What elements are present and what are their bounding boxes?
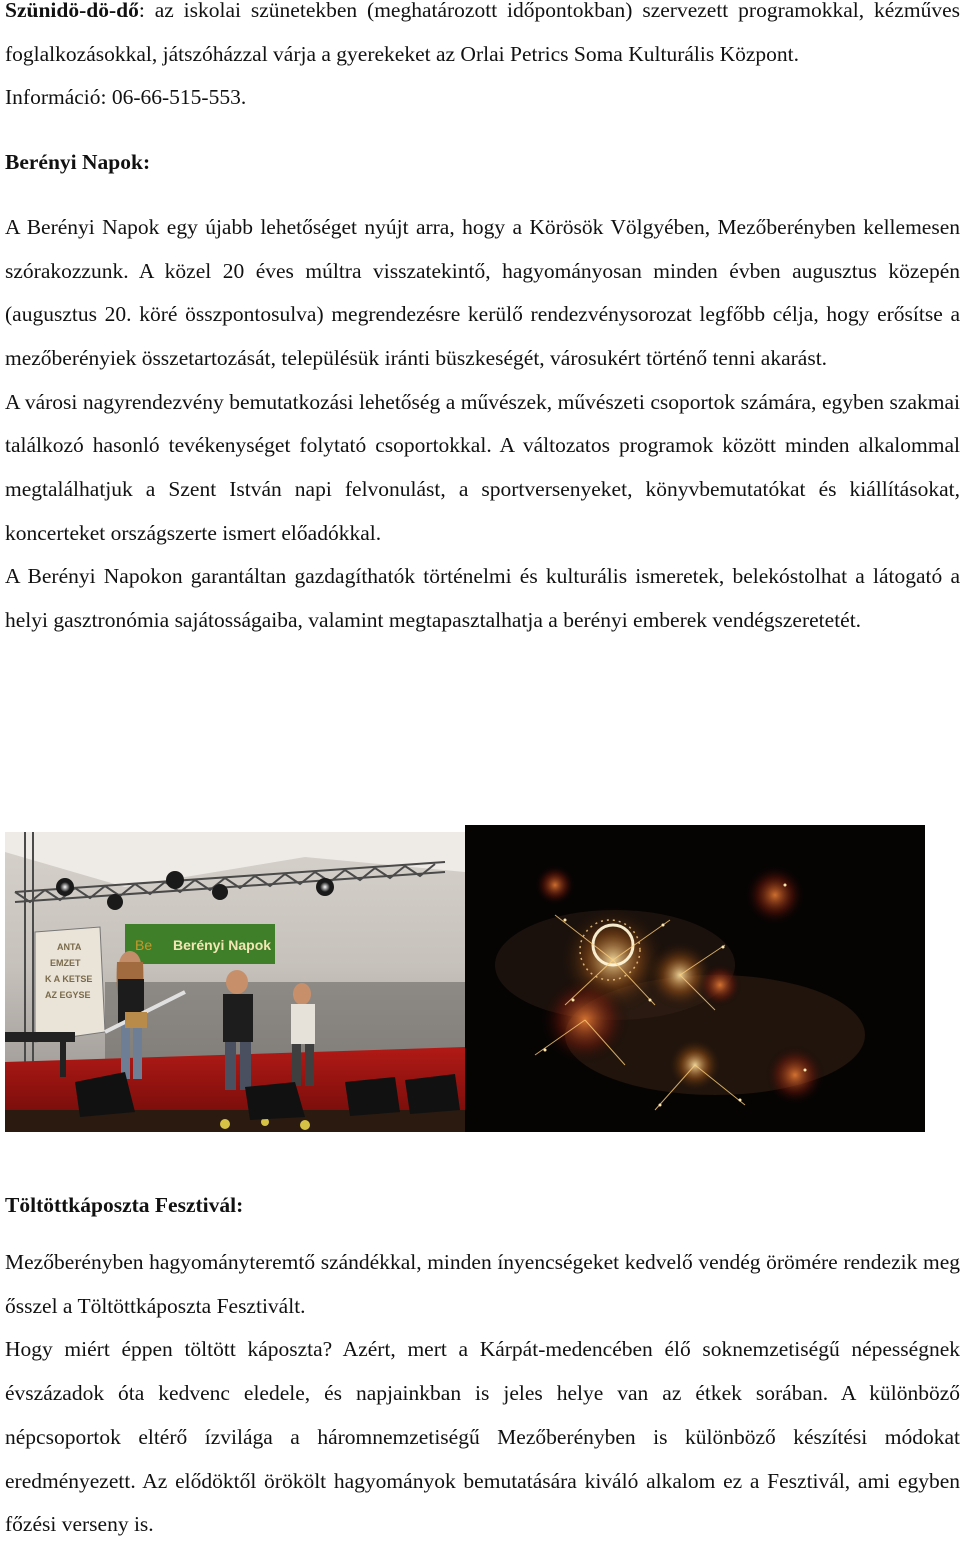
berenyi-paragraph-2: A városi nagyrendezvény bemutatkozási lehetőség a művészek, művészeti csoportok számára, egyben szakmai találkozó hasonló tevékenységet folytató csoportokkal. A változatos programok között minden alkalommal megtalálhatjuk a Szent István napi felvonulást, a sportversenyeket, könyvbemutatókat és kiállításokat, koncerteket országszerte ismert előadókkal. [5,389,960,545]
berenyi-paragraph-1: A Berényi Napok egy újabb lehetőséget nyújt arra, hogy a Körösök Völgyében, Mezőberényben kellemesen szórakozzunk. A közel 20 éves múltra visszatekintő, hagyományosan minden évben augusztus közepén (augusztus 20. köré összpontosulva) megrendezésre kerülő rendezvénysorozat legfőbb célja, hogy erősítse a mezőberényiek összetartozását, településük iránti büszkeségét, városukért történő tenni akarást. [5,214,960,370]
stage-banner-text: Berényi Napok [173,937,272,953]
fireworks-photo [465,825,925,1132]
toltott-paragraph-2: Hogy miért éppen töltött káposzta? Azért, mert a Kárpát-medencében élő soknemzetiségű népességnek évszázadok óta kedvenc eledele, és napjainkban is jeles helye van az étkek sorában. A különböző népcsoportok eltérő ízvilága a háromnemzetiségű Mezőberényben is különböző készítési módokat eredményezett. Az elődöktől örökölt hagyományok bemutatására kiváló alkalom ez a Fesztivál, ami egyben főzési verseny is. [5,1337,960,1537]
stage-banner-prefix: Be [135,937,153,953]
intro-paragraph [5,0,960,76]
intro-label: Szünidö-dö-dő [5,0,139,22]
banner-line-3: K A KETSE [45,974,93,984]
banner-line-2: EMZET [50,958,81,968]
toltott-paragraph-1: Mezőberényben hagyományteremtő szándékkal, minden ínyencségeket kedvelő vendég örömére rendezik meg ősszel a Töltöttkáposzta Fesztivált. [5,1250,960,1318]
banner-line-4: AZ EGYSE [45,990,91,1000]
intro-text: : az iskolai szünetekben (meghatározott időpontokban) szervezett programokkal, kézműves foglalkozásokkal, játszóházzal várja a gyerekeket az Orlai Petrics Soma Kulturális Központ. [5,0,960,66]
berenyi-paragraph-3: A Berényi Napokon garantáltan gazdagíthatók történelmi és kulturális ismeretek, belekóstolhat a látogató a helyi gasztronómia sajátosságaiba, valamint megtapasztalhatja a berényi emberek vendégszeretetét. [5,564,960,633]
banner-line-1: ANTA [57,942,82,952]
berenyi-heading: Berényi Napok: [5,150,151,175]
intro-info: Információ: 06-66-515-553. [5,85,247,110]
concert-stage-photo [5,832,465,1132]
toltott-heading: Töltöttkáposzta Fesztivál: [5,1193,244,1217]
photo-row [5,825,925,1132]
